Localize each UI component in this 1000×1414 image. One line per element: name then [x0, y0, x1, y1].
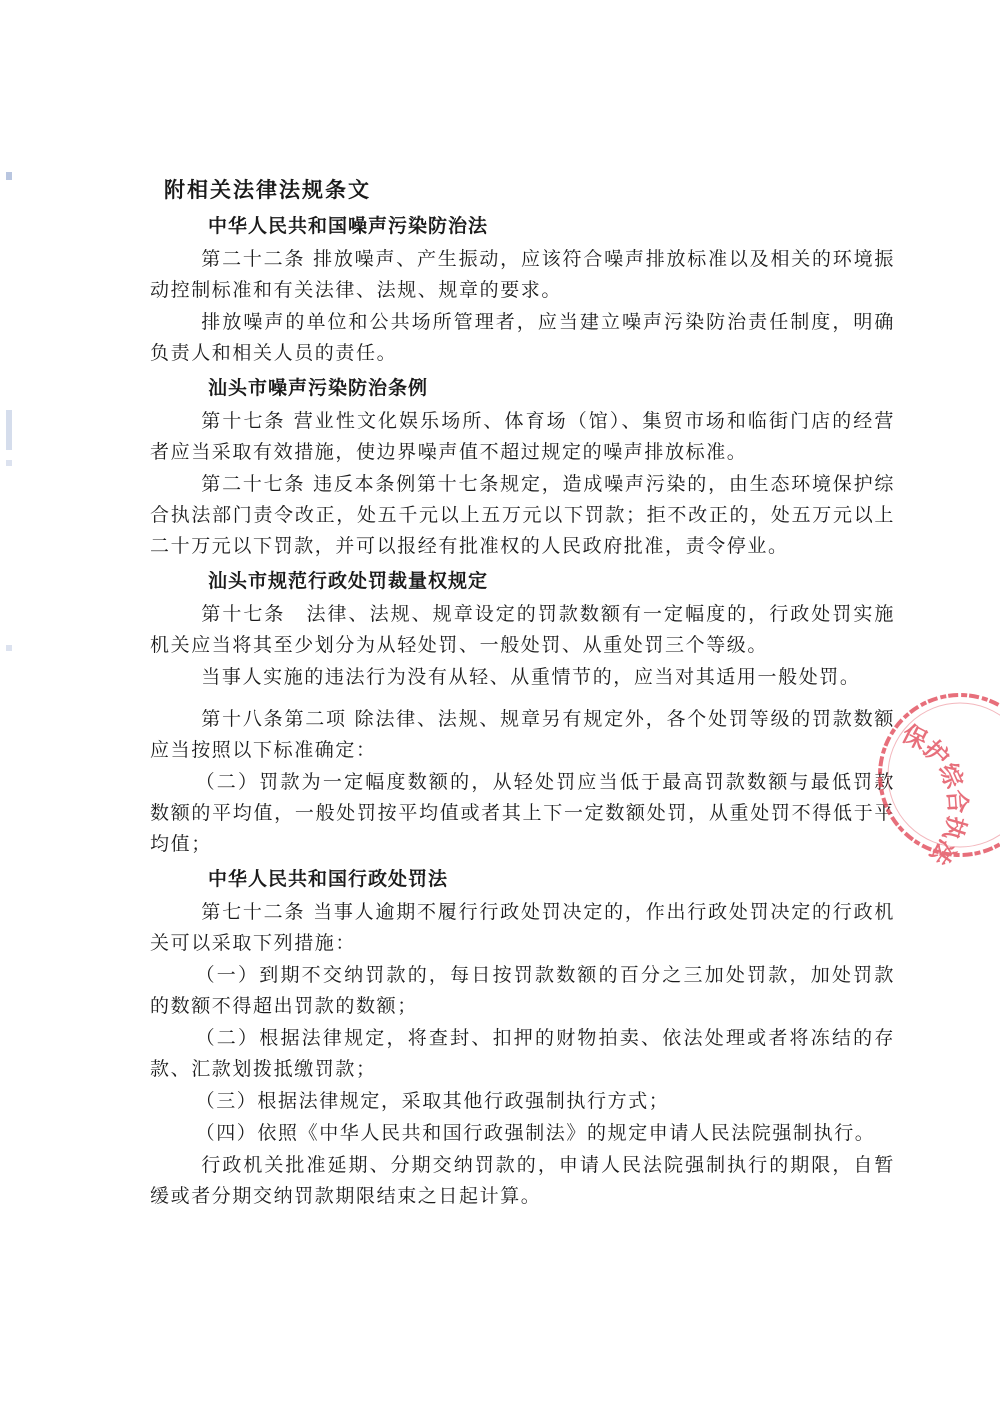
- paragraph: （四）依照《中华人民共和国行政强制法》的规定申请人民法院强制执行。: [195, 1122, 876, 1144]
- paragraph: 第十七条 法律、法规、规章设定的罚款数额有一定幅度的，行政处罚实施机关应当将其至少划分为从轻处罚、一般处罚、从重处罚三个等级。: [150, 603, 895, 656]
- paragraph: 排放噪声的单位和公共场所管理者，应当建立噪声污染防治责任制度，明确负责人和相关人员的责任。: [150, 311, 895, 364]
- paragraph: 第二十七条 违反本条例第十七条规定，造成噪声污染的，由生态环境保护综合执法部门责令改正，处五千元以上五万元以下罚款；拒不改正的，处五万元以上二十万元以下罚款，并可以报经有批准权的人民政府批准，责令停业。: [150, 473, 895, 557]
- paragraph: 第十八条第二项 除法律、法规、规章另有规定外，各个处罚等级的罚款数额应当按照以下标准确定：: [150, 708, 895, 761]
- section-title: 汕头市噪声污染防治条例: [208, 377, 429, 399]
- paragraph-spacer: [150, 694, 895, 704]
- paragraph: 第二十二条 排放噪声、产生振动，应该符合噪声排放标准以及相关的环境振动控制标准和有关法律、法规、规章的要求。: [150, 248, 895, 301]
- paragraph: 第七十二条 当事人逾期不履行行政处罚决定的，作出行政处罚决定的行政机关可以采取下列措施：: [150, 901, 895, 954]
- section-title: 中华人民共和国行政处罚法: [208, 868, 449, 890]
- document-heading: 附相关法律法规条文: [164, 177, 371, 202]
- paragraph: 当事人实施的违法行为没有从轻、从重情节的，应当对其适用一般处罚。: [201, 666, 861, 688]
- paragraph: （二）罚款为一定幅度数额的，从轻处罚应当低于最高罚款数额与最低罚款数额的平均值，一般处罚按平均值或者其上下一定数额处罚，从重处罚不得低于平均值；: [150, 771, 895, 855]
- paragraph: 行政机关批准延期、分期交纳罚款的，申请人民法院强制执行的期限，自暂缓或者分期交纳罚款期限结束之日起计算。: [150, 1154, 895, 1207]
- scan-edge-marks: [2, 160, 16, 680]
- paragraph: 第十七条 营业性文化娱乐场所、体育场（馆）、集贸市场和临街门店的经营者应当采取有效措施，使边界噪声值不超过规定的噪声排放标准。: [150, 410, 895, 463]
- seal-text-path: 保护综合执法: [897, 718, 973, 870]
- paragraph: （二）根据法律规定，将查封、扣押的财物拍卖、依法处理或者将冻结的存款、汇款划拨抵缴罚款；: [150, 1027, 895, 1080]
- section-title: 汕头市规范行政处罚裁量权规定: [208, 570, 489, 592]
- section-title: 中华人民共和国噪声污染防治法: [208, 215, 489, 237]
- document-body: [150, 172, 895, 1213]
- seal-text: [898, 719, 973, 870]
- paragraph: （一）到期不交纳罚款的，每日按罚款数额的百分之三加处罚款，加处罚款的数额不得超出罚款的数额；: [150, 964, 895, 1017]
- paragraph: （三）根据法律规定，采取其他行政强制执行方式；: [195, 1090, 670, 1112]
